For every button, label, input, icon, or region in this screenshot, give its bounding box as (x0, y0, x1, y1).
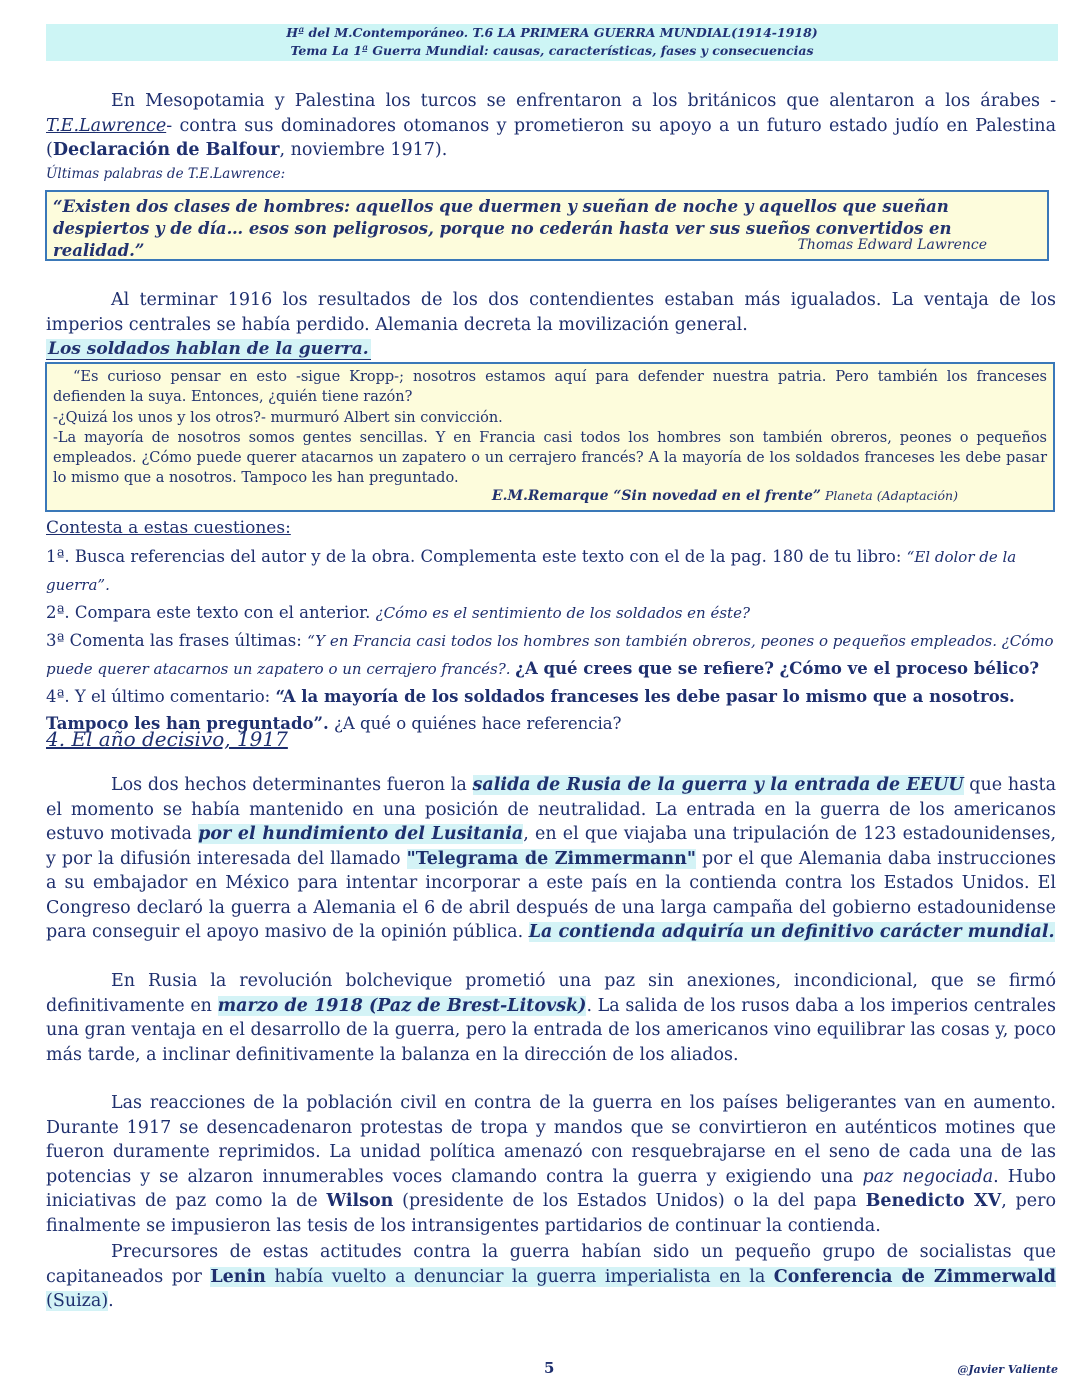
header-line-2: Tema La 1ª Guerra Mundial: causas, características, fases y consecuencias (290, 43, 814, 58)
paragraph-1916: Al terminar 1916 los resultados de los dos contendientes estaban más igualados. La ventaja de los imperios centrales se había perdido. Alemania decreta la movilización general. (46, 290, 1056, 335)
text: “A la mayoría de los soldados franceses les debe pasar lo mismo que a nosotros. Tampoco les han preguntado”. (46, 687, 1015, 733)
kropp-quote-line-1: “Es curioso pensar en esto -sigue Kropp-; nosotros estamos aquí para defender nuestra patria. Pero también los franceses defienden la suya. Entonces, ¿quién tiene razón? (53, 369, 1047, 406)
highlight: Lenin (210, 1266, 266, 1287)
highlight: "Telegrama de Zimmermann" (406, 848, 696, 869)
text: Los dos hechos determinantes fueron la (111, 775, 473, 795)
text: “Y en Francia casi todos los hombres son también obreros, peones o pequeños empleados. ¿Cómo puede querer atacarnos un zapatero o un cerrajero francés?. (46, 632, 1054, 678)
soldiers-title: Los soldados hablan de la guerra. (48, 339, 369, 359)
text: En Mesopotamia y Palestina los turcos se enfrentaron a los británicos que alentaron a los árabes - (111, 91, 1056, 111)
text: - contra sus dominadores otomanos y prometieron su apoyo a un futuro estado judío en Palestina ( (46, 115, 1056, 160)
questions-label: Contesta a estas cuestiones: (46, 518, 291, 538)
source-title: E.M.Remarque “Sin novedad en el frente” (491, 487, 821, 504)
page-number: 5 (544, 1359, 555, 1377)
text: Las reacciones de la población civil en contra de la guerra en los países beligerantes van en aumento. Durante 1917 se desencadenaron protestas de tropa y mandos que se convirtieron en auténticos motines que fueron duramente reprimidos. La unidad política amenazó con resquebrajarse en el seno de cada una de las potencias y se alzaron innumerables voces clamando contra la guerra y exigiendo una (46, 1093, 1056, 1187)
text: por el que Alemania daba instrucciones a su embajador en México para intentar incorporar a este país en la contienda contra los Estados Unidos. El Congreso declaró la guerra a Alemania el 6 de abril después de una larga campaña del gobierno estadounidense para conseguir el apoyo masivo de la opinión pública. (46, 848, 1056, 942)
kropp-quote-source (492, 486, 958, 506)
text: ¿A qué crees que se refiere? ¿Cómo ve el proceso bélico? (515, 659, 1040, 678)
question-1 (46, 543, 1058, 599)
text: ¿Cómo es el sentimiento de los soldados en éste? (375, 604, 750, 622)
questions-list (46, 543, 1058, 737)
text: En Rusia la revolución bolchevique prometió una paz sin anexiones, incondicional, que se firmó definitivamente en (46, 971, 1056, 1016)
header-line-1: Hª del M.Contemporáneo. T.6 LA PRIMERA GUERRA MUNDIAL(1914-1918) (286, 25, 818, 40)
lawrence-name: T.E.Lawrence (46, 115, 167, 136)
lawrence-quote-text: “Existen dos clases de hombres: aquellos que duermen y sueñan de noche y aquellos que sueñan despiertos y de día… esos son peligrosos, porque no cederán hasta ver sus sueños convertidos en realidad.” (53, 197, 952, 260)
text: 4ª. Y el último comentario: (46, 687, 276, 706)
highlight: La contienda adquiría un definitivo carácter mundial. (528, 922, 1055, 942)
text: . La salida de los rusos daba a los imperios centrales una gran ventaja en el desarrollo de la guerra, pero la entrada de los americanos vino equilibrar las cosas y, poco más tarde, a inclinar definitivamente la balanza en la dirección de los aliados. (46, 995, 1056, 1065)
highlight: por el hundimiento del Lusitania (198, 824, 524, 844)
section-title: 4. El año decisivo, 1917 (46, 727, 288, 751)
text: 3ª Comenta las frases últimas: (46, 631, 308, 650)
question-2 (46, 599, 1058, 627)
text: , pero finalmente se impusieron las tesis de los intransigentes partidarios de continuar la contienda. (46, 1191, 1057, 1236)
text: ¿A qué o quiénes hace referencia? (328, 714, 622, 733)
text: Benedicto XV (865, 1191, 1002, 1211)
footer-author: @Javier Valiente (957, 1363, 1058, 1376)
kropp-quote-line-2: -¿Quizá los unos y los otros?- murmuró Albert sin convicción. (53, 409, 503, 426)
question-3 (46, 627, 1058, 683)
kropp-quote-box (45, 362, 1055, 512)
source-publisher: Planeta (Adaptación) (820, 487, 958, 503)
text: 2ª. Compara este texto con el anterior. (46, 603, 376, 622)
highlight: Conferencia de Zimmerwald (773, 1266, 1056, 1287)
text: , noviembre 1917). (279, 140, 448, 160)
text: que hasta el momento se había mantenido en una posición de neutralidad. La entrada en la guerra de los americanos estuvo motivada (46, 775, 1057, 844)
text: . Hubo iniciativas de paz como la de (46, 1166, 1056, 1211)
paragraph-precursors (46, 1240, 1056, 1314)
lawrence-quote-box (45, 190, 1049, 261)
page-header (46, 24, 1058, 61)
text: “El dolor de la guerra”. (46, 548, 1017, 594)
text: 1ª. Busca referencias del autor y de la obra. Complementa este texto con el de la pag. 180 de tu libro: (46, 547, 907, 566)
highlight: salida de Rusia de la guerra y la entrada de EEUU (472, 775, 964, 795)
highlight: (Suiza) (46, 1291, 109, 1311)
text: Precursores de estas actitudes contra la guerra habían sido un pequeño grupo de socialistas que capitaneados por (46, 1242, 1056, 1287)
lawrence-quote-author: Thomas Edward Lawrence (797, 237, 987, 253)
text: . (108, 1291, 114, 1311)
paragraph-reactions (46, 1091, 1056, 1238)
highlight: había vuelto a denunciar la guerra imperialista en la (265, 1266, 774, 1287)
kropp-quote-line-3: -La mayoría de nosotros somos gentes sencillas. Y en Francia casi todos los hombres son también obreros, peones o pequeños empleados. ¿Cómo puede querer atacarnos un zapatero o un cerrajero francés? A la mayoría de los soldados franceses les debe pasar lo mismo que a nosotros. Tampoco les han preguntado. (53, 429, 1047, 487)
text: , en el que viajaba una tripulación de 123 estadounidenses, y por la difusión interesada del llamado (46, 824, 1057, 869)
highlight: marzo de 1918 (Paz de Brest-Litovsk) (217, 995, 587, 1016)
text: Wilson (326, 1191, 394, 1211)
text: (presidente de los Estados Unidos) o la del papa (393, 1191, 866, 1211)
paragraph-russia (46, 969, 1056, 1067)
balfour-declaration: Declaración de Balfour (52, 140, 280, 160)
text: paz negociada (862, 1166, 994, 1187)
last-words-label: Últimas palabras de T.E.Lawrence: (46, 166, 286, 182)
paragraph-mesopotamia (46, 89, 1056, 163)
paragraph-1917 (46, 773, 1056, 945)
